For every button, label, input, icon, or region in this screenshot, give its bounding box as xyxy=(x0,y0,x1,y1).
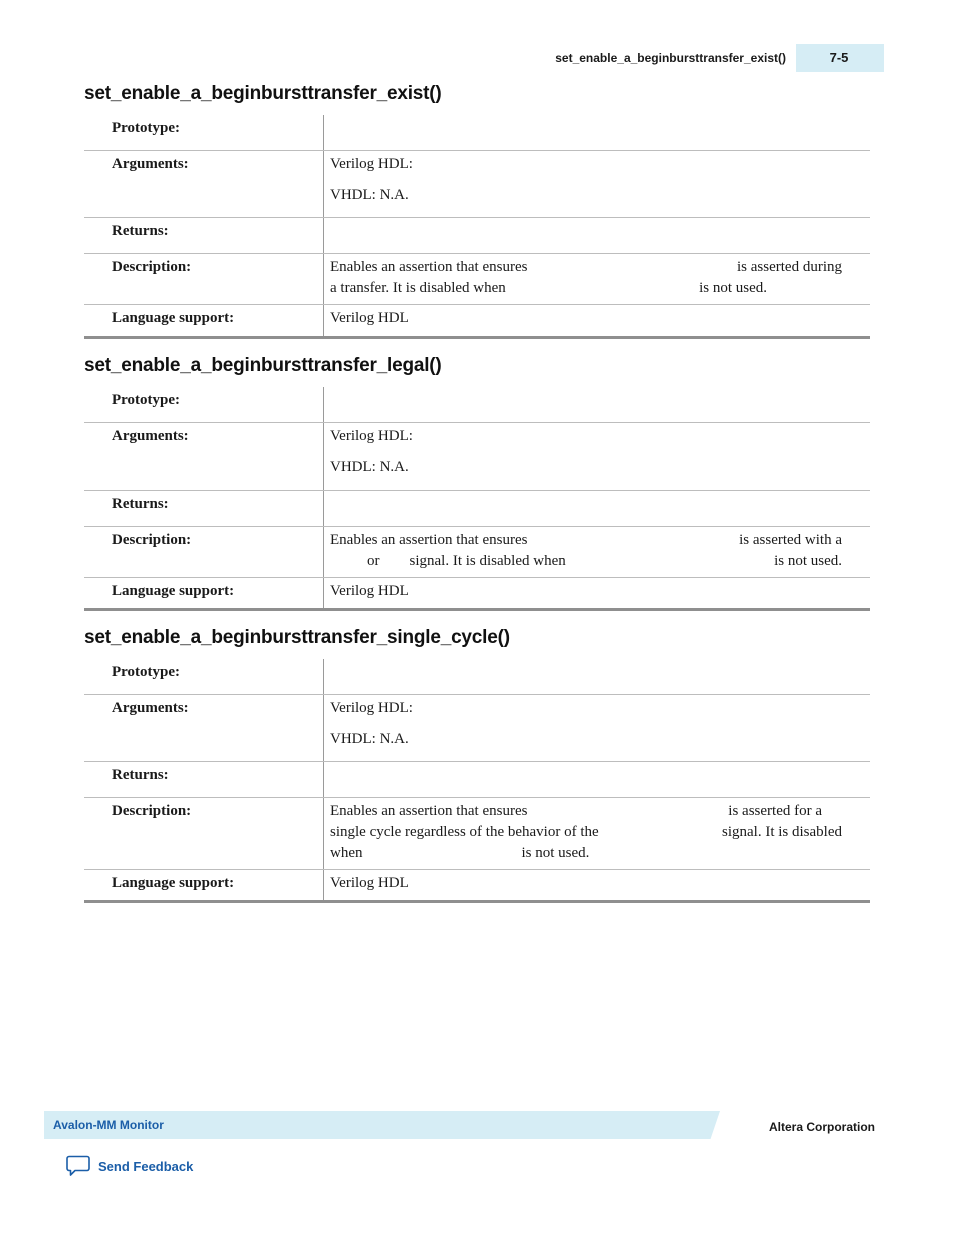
row-value xyxy=(324,423,870,490)
table-row-description xyxy=(84,527,870,578)
arguments-vhdl: VHDL: N.A. xyxy=(330,187,409,203)
table-row-returns xyxy=(84,762,870,798)
arguments-verilog: Verilog HDL: xyxy=(330,428,413,444)
row-label: Description: xyxy=(84,254,324,304)
section-beginbursttransfer-single-cycle xyxy=(84,627,870,903)
section-beginbursttransfer-legal xyxy=(84,355,870,611)
section-title: set_enable_a_beginbursttransfer_single_cycle() xyxy=(84,627,510,648)
table-row-arguments xyxy=(84,695,870,762)
description-line xyxy=(330,843,842,864)
description-line xyxy=(330,551,842,572)
row-label: Returns: xyxy=(84,491,324,526)
row-label: Language support: xyxy=(84,870,324,900)
table-row-prototype xyxy=(84,115,870,151)
row-label: Prototype: xyxy=(84,115,324,150)
description-text: Enables an assertion that ensures xyxy=(330,532,528,548)
table-row-description xyxy=(84,798,870,870)
description-text: signal. It is disabled xyxy=(722,824,842,840)
row-value xyxy=(324,762,870,797)
table-row-language xyxy=(84,578,870,608)
row-value xyxy=(324,115,870,150)
section-title: set_enable_a_beginbursttransfer_exist() xyxy=(84,83,442,104)
description-text: is not used. xyxy=(521,845,590,861)
description-line xyxy=(330,530,842,551)
description-line xyxy=(330,822,842,843)
page-number: 7-5 xyxy=(796,44,884,72)
api-table xyxy=(84,115,870,339)
row-label: Prototype: xyxy=(84,387,324,422)
row-label: Returns: xyxy=(84,218,324,253)
row-value: Verilog HDL xyxy=(330,583,409,599)
row-value xyxy=(324,151,870,217)
row-label: Language support: xyxy=(84,305,324,336)
row-label: Arguments: xyxy=(84,423,324,490)
description-text: Enables an assertion that ensures xyxy=(330,259,528,275)
table-row-language xyxy=(84,305,870,336)
description-text: or xyxy=(367,553,380,569)
description-text: is asserted during xyxy=(737,259,842,275)
row-label: Arguments: xyxy=(84,151,324,217)
row-label: Arguments: xyxy=(84,695,324,761)
footer-company: Altera Corporation xyxy=(768,1120,875,1134)
row-value xyxy=(324,659,870,694)
arguments-vhdl: VHDL: N.A. xyxy=(330,459,409,475)
description-line xyxy=(330,801,842,822)
arguments-verilog: Verilog HDL: xyxy=(330,700,413,716)
row-label: Prototype: xyxy=(84,659,324,694)
description-text: is not used. xyxy=(699,280,767,296)
description-text: is not used. xyxy=(774,553,842,569)
description-text: signal. It is disabled when xyxy=(409,553,566,569)
row-value xyxy=(324,527,870,577)
row-value xyxy=(324,695,870,761)
row-value: Verilog HDL xyxy=(330,875,409,891)
row-label: Language support: xyxy=(84,578,324,608)
send-feedback-link[interactable] xyxy=(66,1155,193,1177)
api-table xyxy=(84,387,870,611)
arguments-verilog: Verilog HDL: xyxy=(330,156,413,172)
row-label: Returns: xyxy=(84,762,324,797)
table-row-arguments xyxy=(84,151,870,218)
description-text: single cycle regardless of the behavior of the xyxy=(330,824,599,840)
api-table xyxy=(84,659,870,903)
table-row-returns xyxy=(84,218,870,254)
arguments-vhdl: VHDL: N.A. xyxy=(330,731,409,747)
section-beginbursttransfer-exist xyxy=(84,83,870,339)
send-feedback-label: Send Feedback xyxy=(98,1158,194,1174)
description-line xyxy=(330,278,842,299)
table-row-description xyxy=(84,254,870,305)
table-row-prototype xyxy=(84,387,870,423)
row-label: Description: xyxy=(84,527,324,577)
description-text: Enables an assertion that ensures xyxy=(330,803,528,819)
description-text: is asserted with a xyxy=(739,532,842,548)
row-label: Description: xyxy=(84,798,324,869)
section-title: set_enable_a_beginbursttransfer_legal() xyxy=(84,355,442,376)
running-header-title: set_enable_a_beginbursttransfer_exist() xyxy=(555,51,786,65)
row-value: Verilog HDL xyxy=(330,310,409,326)
row-value xyxy=(324,491,870,526)
table-row-arguments xyxy=(84,423,870,491)
description-line xyxy=(330,257,842,278)
description-text: is asserted for a xyxy=(728,803,822,819)
table-row-returns xyxy=(84,491,870,527)
speech-bubble-icon xyxy=(66,1155,90,1177)
table-row-prototype xyxy=(84,659,870,695)
description-text: a transfer. It is disabled when xyxy=(330,280,506,296)
row-value xyxy=(324,798,870,869)
footer-document-name: Avalon-MM Monitor xyxy=(53,1118,164,1132)
row-value xyxy=(324,218,870,253)
row-value xyxy=(324,387,870,422)
table-row-language xyxy=(84,870,870,900)
row-value xyxy=(324,254,870,304)
description-text: when xyxy=(330,845,363,861)
